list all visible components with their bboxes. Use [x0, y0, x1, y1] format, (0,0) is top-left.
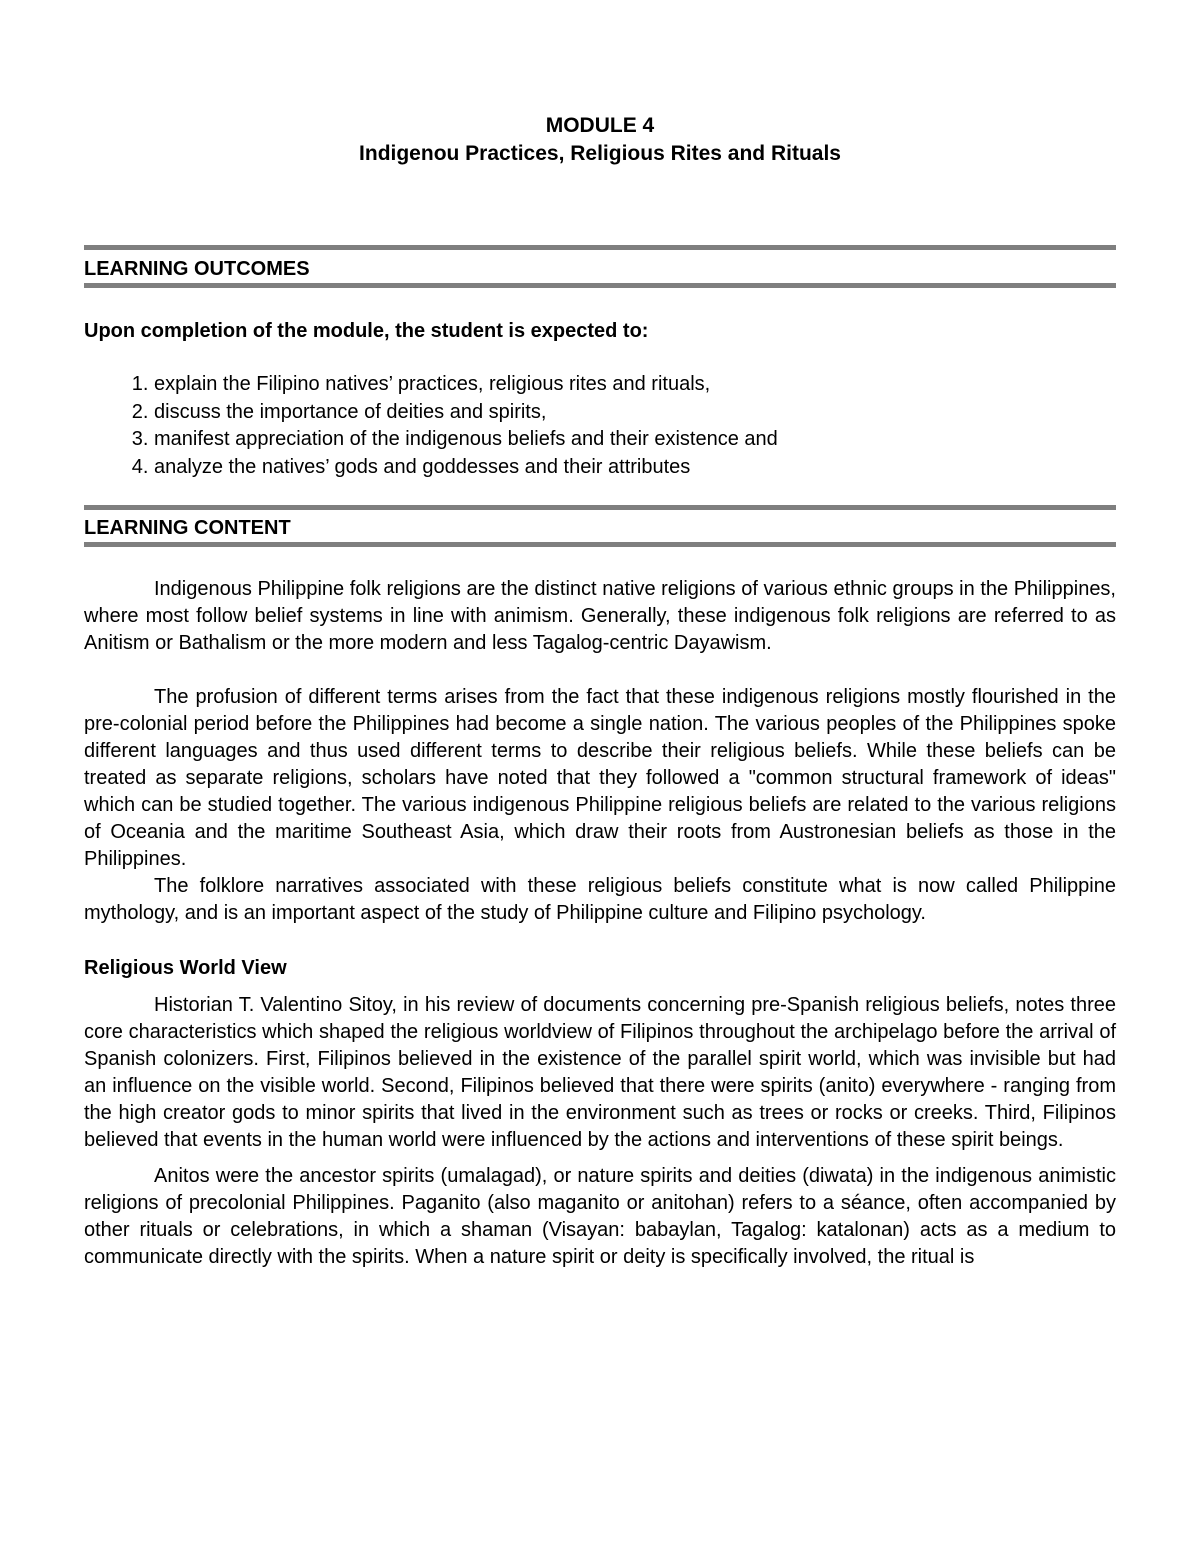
list-item: 4. analyze the natives’ gods and goddesses and their attributes	[154, 454, 1116, 482]
content-paragraph: Historian T. Valentino Sitoy, in his review of documents concerning pre-Spanish religious beliefs, notes three core characteristics which shaped the religious worldview of Filipinos throughout the archipelago before the arrival of Spanish colonizers. First, Filipinos believed in the existence of the parallel spirit world, which was invisible but had an influence on the visible world. Second, Filipinos believed that there were spirits (anito) everywhere - ranging from the high creator gods to minor spirits that lived in the environment such as trees or rocks or creeks. Third, Filipinos believed that events in the human world were influenced by the actions and interventions of these spirit beings.	[84, 994, 1116, 1151]
list-item: 2. discuss the importance of deities and spirits,	[154, 399, 1116, 427]
learning-content-body	[84, 576, 1116, 1271]
module-title: Indigenou Practices, Religious Rites and Rituals	[359, 142, 841, 165]
list-item: 3. manifest appreciation of the indigenous beliefs and their existence and	[154, 426, 1116, 454]
content-paragraph: The folklore narratives associated with these religious beliefs constitute what is now called Philippine mythology, and is an important aspect of the study of Philippine culture and Filipino psychology.	[84, 875, 1116, 924]
learning-outcomes-heading: LEARNING OUTCOMES	[84, 258, 310, 280]
outcomes-list	[84, 371, 1116, 481]
title-block	[84, 112, 1116, 168]
learning-content-heading: LEARNING CONTENT	[84, 517, 291, 539]
content-paragraph: Anitos were the ancestor spirits (umalagad), or nature spirits and deities (diwata) in the indigenous animistic religions of precolonial Philippines. Paganito (also maganito or anitohan) refers to a séance, often accompanied by other rituals or celebrations, in which a shaman (Visayan: babaylan, Tagalog: katalonan) acts as a medium to communicate directly with the spirits. When a nature spirit or deity is specifically involved, the ritual is	[84, 1165, 1116, 1268]
list-item: 1. explain the Filipino natives’ practices, religious rites and rituals,	[154, 371, 1116, 399]
section-rule-top	[84, 245, 1116, 250]
section-rule-bottom	[84, 542, 1116, 547]
section-rule-top	[84, 505, 1116, 510]
module-number: MODULE 4	[545, 114, 655, 137]
content-paragraph: The profusion of different terms arises from the fact that these indigenous religions mostly flourished in the pre-colonial period before the Philippines had become a single nation. The various peoples of the Philippines spoke different languages and thus used different terms to describe their religious beliefs. While these beliefs can be treated as separate religions, scholars have noted that they followed a "common structural framework of ideas" which can be studied together. The various indigenous Philippine religious beliefs are related to the various religions of Oceania and the maritime Southeast Asia, which draw their roots from Austronesian beliefs as those in the Philippines.	[84, 686, 1116, 870]
content-paragraph: Indigenous Philippine folk religions are the distinct native religions of various ethnic groups in the Philippines, where most follow belief systems in line with animism. Generally, these indigenous folk religions are referred to as Anitism or Bathalism or the more modern and less Tagalog-centric Dayawism.	[84, 578, 1116, 654]
worldview-heading: Religious World View	[84, 957, 287, 979]
outcomes-intro: Upon completion of the module, the student is expected to:	[84, 320, 649, 342]
section-rule-bottom	[84, 283, 1116, 288]
